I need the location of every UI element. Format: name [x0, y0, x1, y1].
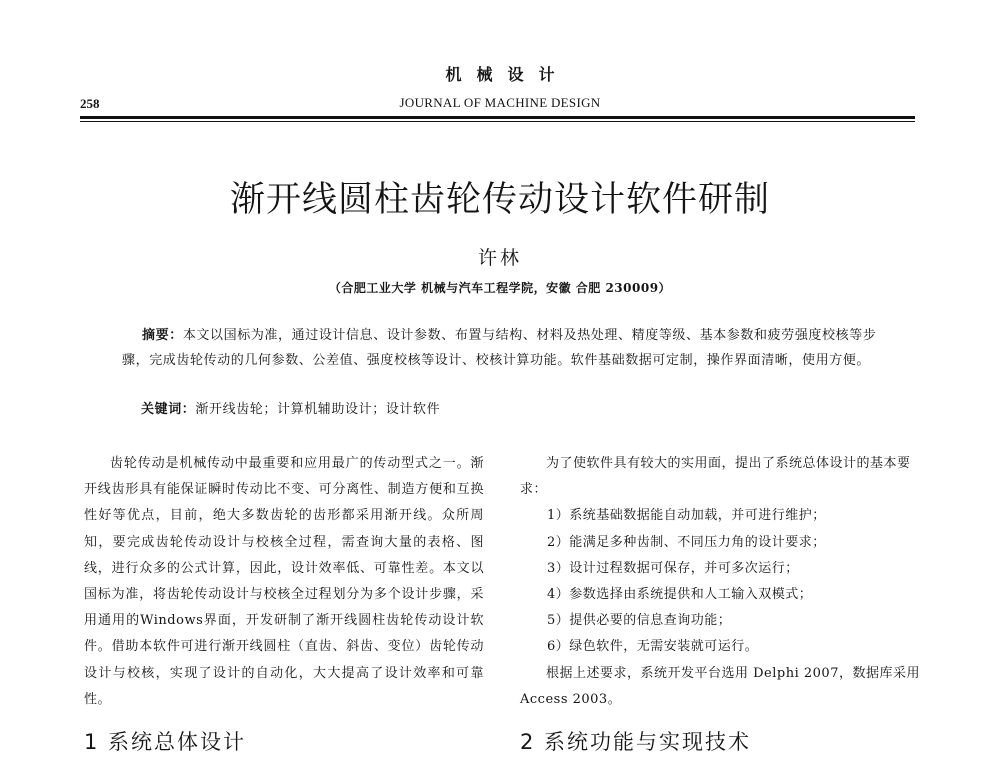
- requirement-item: 2）能满足多种齿制、不同压力角的设计要求；: [547, 534, 826, 550]
- requirement-item: 5）提供必要的信息查询功能；: [547, 613, 732, 629]
- requirement-item: 3）设计过程数据可保存，并可多次运行；: [547, 560, 799, 576]
- journal-title-chinese: 机械设计: [445, 65, 570, 84]
- requirement-item: 1）系统基础数据能自动加载，并可进行维护；: [547, 508, 826, 524]
- header-rule-thick: [80, 116, 915, 119]
- requirement-item: 4）参数选择由系统提供和人工输入双模式；: [547, 587, 813, 603]
- requirement-item: 6）绿色软件，无需安装就可运行。: [547, 639, 759, 655]
- keywords-text: 渐开线齿轮；计算机辅助设计；设计软件: [195, 402, 441, 417]
- platform-paragraph: 根据上述要求，系统开发平台选用 Delphi 2007，数据库采用 Access 2003。: [520, 665, 920, 707]
- right-column: [520, 451, 920, 713]
- abstract-text: 本文以国标为准，通过设计信息、设计参数、布置与结构、材料及热处理、精度等级、基本参数和疲劳强度校核等步骤，完成齿轮传动的几何参数、公差值、强度校核等设计、校核计算功能。软件基础数据可定制，操作界面清晰，使用方便。: [122, 328, 877, 368]
- journal-title-english: JOURNAL OF MACHINE DESIGN: [399, 95, 601, 110]
- keywords-label: 关键词：: [141, 402, 196, 417]
- article-title: 渐开线圆柱齿轮传动设计软件研制: [229, 180, 770, 220]
- abstract-label: 摘要：: [142, 328, 183, 343]
- requirements-intro: 为了使软件具有较大的实用面，提出了系统总体设计的基本要求：: [520, 456, 911, 498]
- intro-paragraph: 齿轮传动是机械传动中最重要和应用最广的传动型式之一。渐开线齿形具有能保证瞬时传动比不变、可分离性、制造方便和互换性好等优点，目前，绝大多数齿轮的齿形都采用渐开线。众所周知，要完成齿轮传动设计与校核全过程，需查询大量的表格、图线，进行众多的公式计算，因此，设计效率低、可靠性差。本文以国标为准，将齿轮传动设计与校核全过程划分为多个设计步骤，采用通用的Windows界面，开发研制了渐开线圆柱齿轮传动设计软件。借助本软件可进行渐开线圆柱（直齿、斜齿、变位）齿轮传动设计与校核，实现了设计的自动化，大大提高了设计效率和可靠性。: [84, 456, 484, 707]
- section-heading-1: 1 系统总体设计: [84, 730, 247, 754]
- keywords: [141, 398, 841, 417]
- abstract: [122, 323, 892, 373]
- author-name: 许林: [477, 247, 522, 269]
- section-heading-2: 2 系统功能与实现技术: [520, 730, 752, 754]
- header-rule-thin: [80, 121, 915, 122]
- page-number: 258: [80, 96, 100, 111]
- author-affiliation: （合肥工业大学 机械与汽车工程学院，安徽 合肥 230009）: [328, 281, 672, 295]
